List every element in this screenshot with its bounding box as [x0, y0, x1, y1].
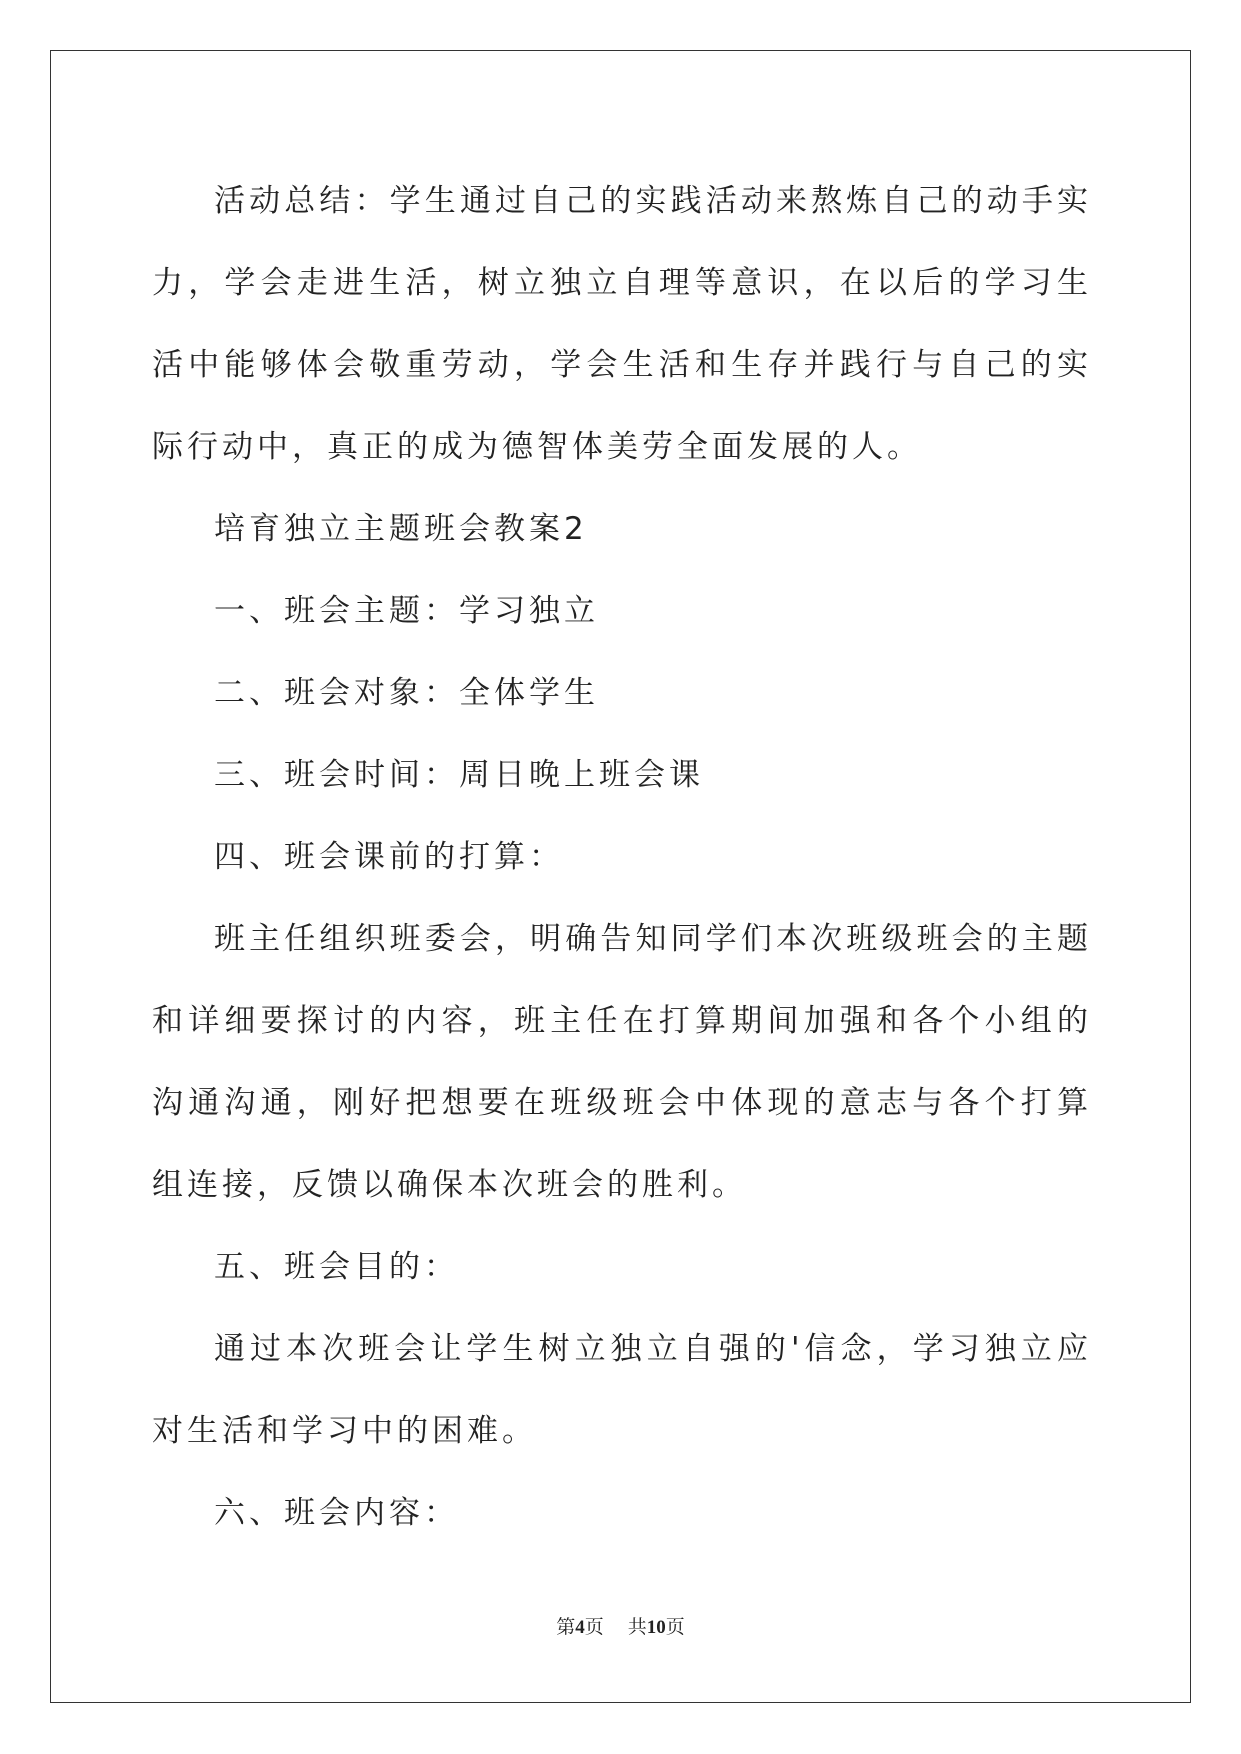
footer-prefix: 第	[556, 1617, 576, 1638]
item-preparation: 四、班会课前的打算：	[214, 839, 564, 875]
paragraph-purpose: 通过本次班会让学生树立独立自强的'信念，学习独立应对生活和学习中的困难。	[152, 1331, 1092, 1449]
item-content: 六、班会内容：	[214, 1495, 459, 1531]
footer-page-suffix: 页	[584, 1617, 604, 1638]
item-purpose: 五、班会目的：	[214, 1249, 459, 1285]
footer-total-pages: 10	[646, 1617, 666, 1638]
document-body	[152, 160, 1092, 1554]
item-audience: 二、班会对象：全体学生	[214, 675, 599, 711]
page-footer	[0, 1612, 1241, 1639]
footer-total-prefix: 共	[627, 1617, 647, 1638]
paragraph-activity-summary: 活动总结：学生通过自己的实践活动来熬炼自己的动手实力，学会走进生活，树立独立自理等意识，在以后的学习生活中能够体会敬重劳动，学会生活和生存并践行与自己的实际行动中，真正的成为德智体美劳全面发展的人。	[152, 183, 1092, 465]
section-title: 培育独立主题班会教案2	[214, 511, 588, 547]
paragraph-preparation: 班主任组织班委会，明确告知同学们本次班级班会的主题和详细要探讨的内容，班主任在打算期间加强和各个小组的沟通沟通，刚好把想要在班级班会中体现的意志与各个打算组连接，反馈以确保本次班会的胜利。	[152, 921, 1092, 1203]
footer-total-suffix: 页	[665, 1617, 685, 1638]
item-time: 三、班会时间：周日晚上班会课	[214, 757, 704, 793]
item-theme: 一、班会主题：学习独立	[214, 593, 599, 629]
footer-current-page: 4	[575, 1617, 585, 1638]
